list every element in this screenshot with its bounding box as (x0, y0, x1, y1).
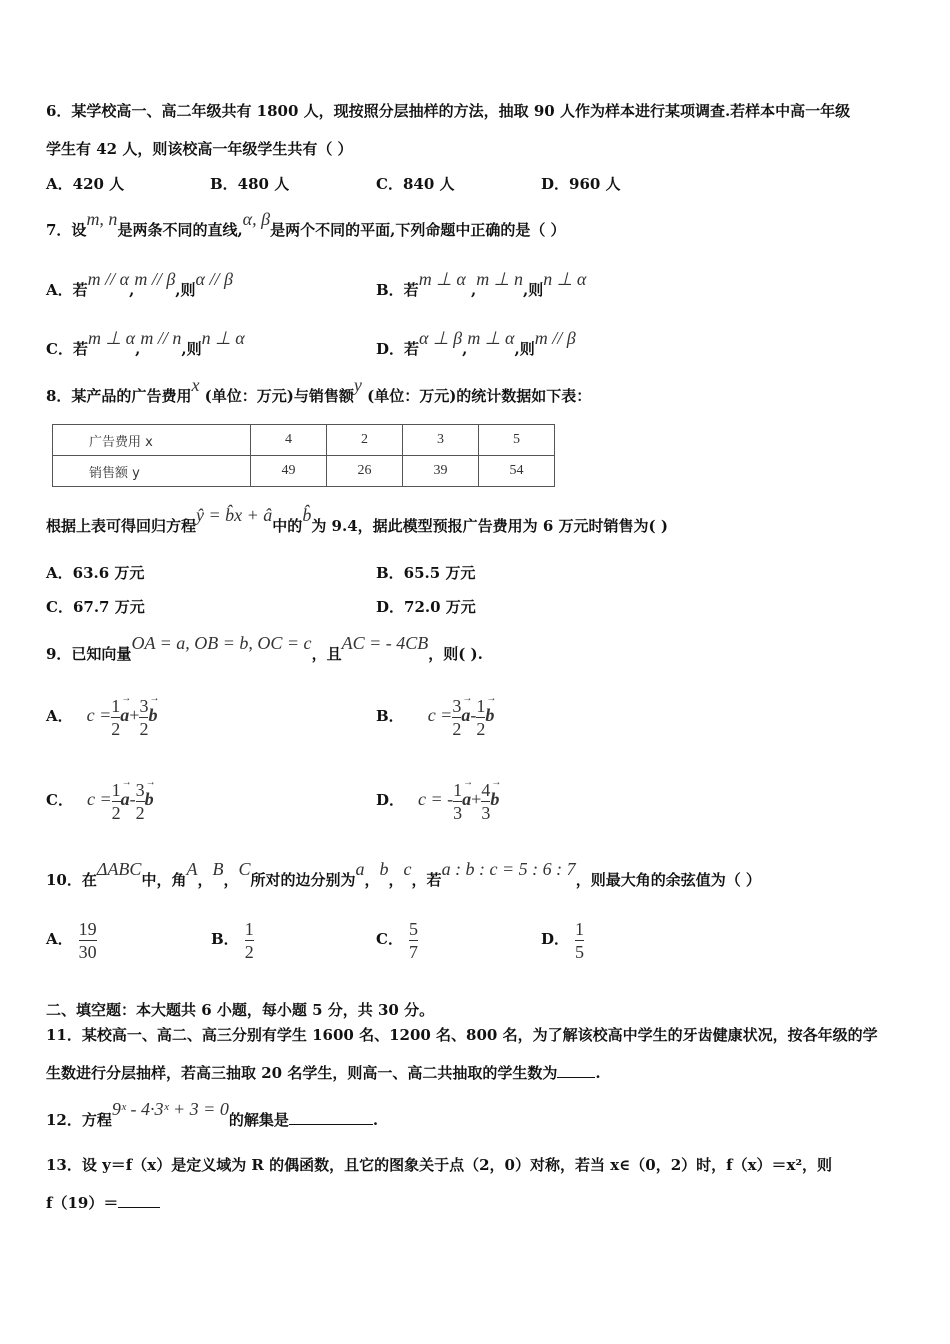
q6-option-a: A．420 人 (46, 175, 125, 193)
answer-blank[interactable] (557, 1077, 595, 1078)
q12-stem: 12．方程9ˣ - 4·3ˣ + 3 = 0的解集是 . (46, 1099, 379, 1129)
q8-stem: 8．某产品的广告费用x (单位：万元)与销售额y (单位：万元)的统计数据如下表： (46, 375, 592, 405)
q11-line2: 生数进行分层抽样，若高三抽取 20 名学生，则高一、高二共抽取的学生数为 . (46, 1064, 601, 1082)
table-row-label-sales: 销售额 y (53, 456, 251, 487)
q9-stem: 9．已知向量OA = a, OB = b, OC = c，且AC = - 4CB，则( ). (46, 633, 483, 663)
regression-equation: ŷ = b̂x + â (196, 505, 273, 525)
section-heading: 二、填空题：本大题共 6 小题，每小题 5 分，共 30 分。 (46, 1001, 435, 1019)
q9-option-d: D． c = - $\frac{1}{3}$ → a+ $\frac{4}{3}$ → b (376, 774, 499, 824)
q9-option-b: B． c = $\frac{3}{2}$ → a- $\frac{1}{2}$ → b (376, 690, 494, 740)
q8-option-a: A．63.6 万元 (46, 564, 145, 582)
q7-mid: 是两条不同的直线, (117, 221, 243, 239)
table-row: 销售额 y 49 26 39 54 (53, 456, 555, 487)
q7-option-b: B．若m ⊥ α ,m ⊥ n,则n ⊥ α (376, 269, 587, 299)
q7-option-d: D．若α ⊥ β,m ⊥ α,则m // β (376, 328, 576, 358)
q8-option-c: C．67.7 万元 (46, 598, 145, 616)
q10-option-a: A． $\frac{19}{30}$ (46, 918, 97, 962)
q9-vectors: OA = a, OB = b, OC = c (131, 633, 312, 653)
q11-line1: 11．某校高一、高二、高三分别有学生 1600 名、1200 名、800 名，为了解该校高中学生的牙齿健康状况，按各年级的学 (46, 1026, 878, 1044)
q13-line2: f（19）＝ (46, 1193, 160, 1213)
q13-line1: 13．设 y＝f（x）是定义域为 R 的偶函数，且它的图象关于点（2，0）对称，若当 x∈（0，2）时，f（x）＝x²，则 (46, 1156, 833, 1174)
q6-option-c: C．840 人 (376, 175, 455, 193)
q8-option-d: D．72.0 万元 (376, 598, 476, 616)
q10-option-c: C． $\frac{5}{7}$ (376, 918, 418, 962)
q6-option-d: D．960 人 (541, 175, 621, 193)
table-row: 广告费用 x 4 2 3 5 (53, 425, 555, 456)
q7-option-a: A．若m // α,m // β,则α // β (46, 269, 233, 299)
q8-option-b: B．65.5 万元 (376, 564, 476, 582)
q10-option-d: D． $\frac{1}{5}$ (541, 918, 585, 962)
q9-option-c: C． c = $\frac{1}{2}$ → a- $\frac{3}{2}$ → b (46, 774, 154, 824)
q12-equation: 9ˣ - 4·3ˣ + 3 = 0 (111, 1099, 229, 1119)
q8-line2: 根据上表可得回归方程ŷ = b̂x + â中的b̂为 9.4，据此模型预报广告费用为 6 万元时销售为( ) (46, 505, 668, 535)
q10-option-b: B． $\frac{1}{2}$ (211, 918, 254, 962)
q7-planes-symbol: α, β (242, 209, 271, 229)
q10-stem: 10．在ΔABC中，角A，B，C所对的边分别为a，b，c，若a : b : c = 5 : 6 : 7，则最大角的余弦值为（ ） (46, 859, 761, 889)
q9-relation: AC = - 4CB (341, 633, 429, 653)
answer-blank[interactable] (289, 1124, 373, 1125)
q7-prefix: 7．设 (46, 221, 87, 239)
q9-option-a: A． c = $\frac{1}{2}$ → a+ $\frac{3}{2}$ → b (46, 690, 157, 740)
answer-blank[interactable] (118, 1207, 160, 1208)
q6-line1: 6．某学校高一、高二年级共有 1800 人，现按照分层抽样的方法，抽取 90 人作为样本进行某项调查.若样本中高一年级 (46, 102, 851, 120)
q7-suffix: 是两个不同的平面,下列命题中正确的是（ ） (270, 221, 566, 239)
q7-stem (46, 209, 566, 240)
table-row-label-ad-cost: 广告费用 x (53, 425, 251, 456)
q7-option-c: C．若m ⊥ α,m // n,则n ⊥ α (46, 328, 245, 358)
q6-line2: 学生有 42 人，则该校高一年级学生共有（ ） (46, 140, 353, 158)
q6-option-b: B．480 人 (210, 175, 290, 193)
q7-lines-symbol: m, n (86, 209, 118, 229)
q10-ratio: a : b : c = 5 : 6 : 7 (441, 859, 576, 879)
q8-data-table (52, 424, 555, 487)
